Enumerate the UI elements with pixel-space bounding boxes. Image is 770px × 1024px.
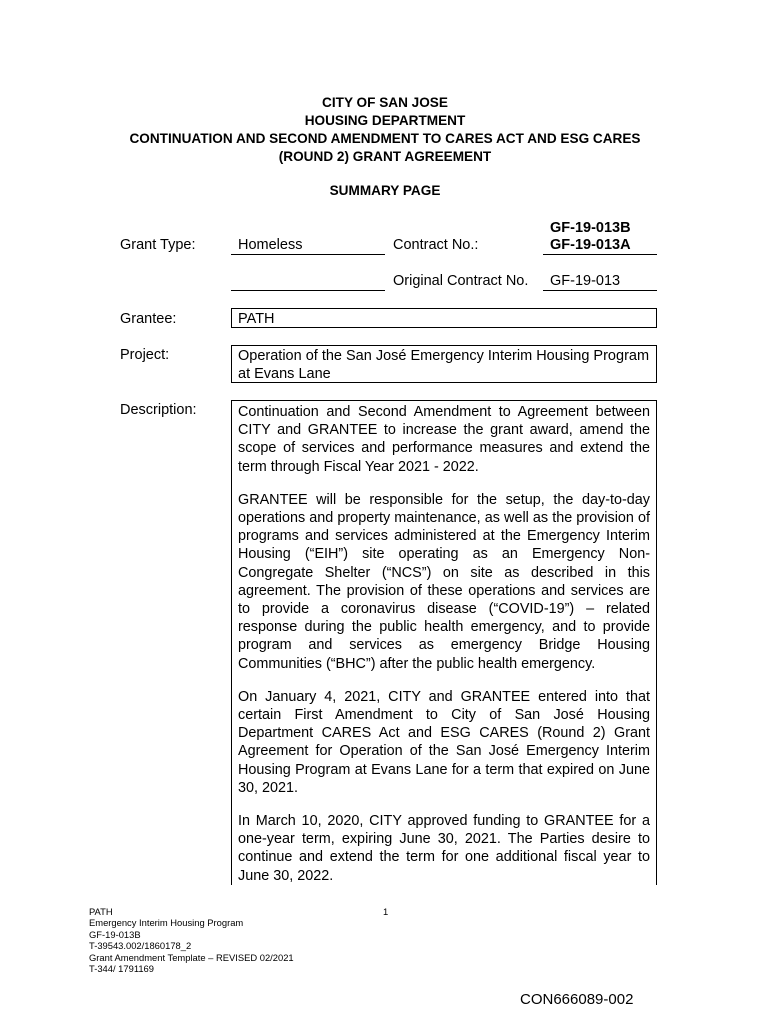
header-line-department: HOUSING DEPARTMENT: [304, 113, 466, 128]
footer-line: GF-19-013B: [89, 928, 141, 940]
grant-type-label: Grant Type:: [120, 237, 196, 253]
description-paragraph-4: In March 10, 2020, CITY approved funding to GRANTEE for a one-year term, expiring June 30, 2021. The Parties desire to continue and extend the term for one additional fiscal year to June 30, 2022.: [238, 813, 650, 884]
footer-line: T-39543.002/1860178_2: [89, 940, 192, 952]
grantee-box: PATH: [231, 308, 657, 328]
project-label: Project:: [120, 347, 170, 363]
blank-underline-field: [231, 272, 385, 291]
description-paragraph-1: Continuation and Second Amendment to Agreement between CITY and GRANTEE to increase the grant award, amend the scope of services and performance measures and extend the term through Fiscal Year 2021 - 2022.: [238, 404, 650, 475]
description-box: [231, 400, 657, 885]
footer-line: Grant Amendment Template – REVISED 02/2021: [89, 951, 294, 963]
description-paragraph-2: GRANTEE will be responsible for the setup, the day-to-day operations and property maintenance, as well as the provision of programs and services administered at the Emergency Interim Housing (“EIH”) site operating as an Emergency Non-Congregate Shelter (“NCS”) on site as described in this agreement. The provision of these operations and services are to provide a coronavirus disease (“COVID-19”) – related response during the public health emergency, and to provide program and services as emergency Bridge Housing Communities (“BHC”) after the public health emergency.: [238, 491, 650, 672]
original-contract-value: GF-19-013: [543, 272, 657, 291]
description-label: Description:: [120, 402, 197, 418]
header-line-title: CONTINUATION AND SECOND AMENDMENT TO CARES ACT AND ESG CARES: [129, 131, 641, 146]
header-line-subtitle: (ROUND 2) GRANT AGREEMENT: [278, 149, 492, 164]
original-contract-label: Original Contract No.: [393, 273, 529, 289]
footer-line: PATH: [89, 906, 113, 917]
summary-page-title: SUMMARY PAGE: [329, 183, 441, 198]
footer-line: Emergency Interim Housing Program: [89, 917, 244, 929]
grant-type-value: Homeless: [231, 236, 385, 255]
description-paragraph-3: On January 4, 2021, CITY and GRANTEE entered into that certain First Amendment to City of San José Housing Department CARES Act and ESG CARES (Round 2) Grant Agreement for Operation of the San José Emergency Interim Housing Program at Evans Lane for a term that expired on June 30, 2021.: [238, 688, 650, 796]
document-id: CON666089-002: [520, 991, 634, 1008]
project-box: Operation of the San José Emergency Interim Housing Program at Evans Lane: [231, 345, 657, 383]
grantee-label: Grantee:: [120, 311, 177, 327]
footer-line: T-344/ 1791169: [89, 963, 154, 975]
contract-no-value-a: GF-19-013A: [543, 236, 657, 255]
page-number: 1: [383, 906, 389, 917]
header-line-city: CITY OF SAN JOSE: [322, 95, 448, 110]
contract-no-value-b: GF-19-013B: [550, 220, 631, 236]
contract-no-label: Contract No.:: [393, 237, 479, 253]
document-header: [0, 94, 770, 166]
footer-block: [89, 906, 294, 974]
